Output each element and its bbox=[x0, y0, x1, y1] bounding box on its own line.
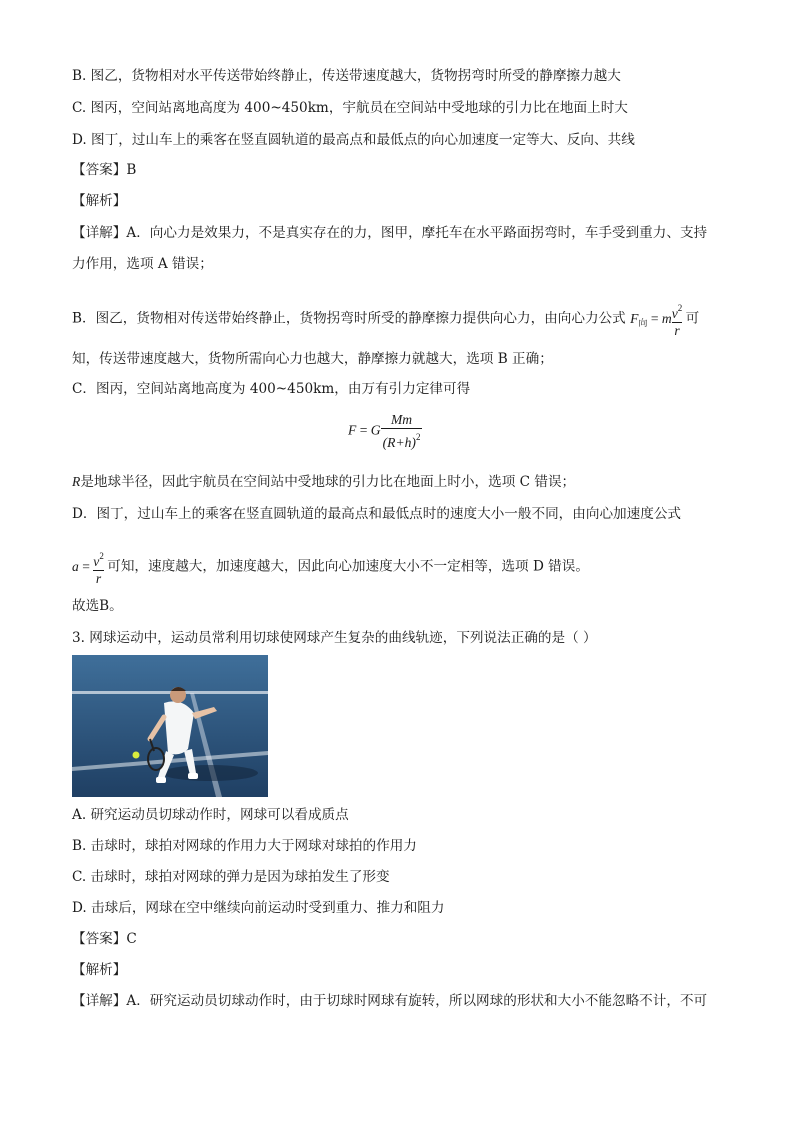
detail-b-text: B．图乙，货物相对传送带始终静止，货物拐弯时所受的静摩擦力提供向心力，由向心力公式 bbox=[72, 310, 626, 327]
option-d-text: D. 图丁，过山车上的乘客在竖直圆轨道的最高点和最低点的向心加速度一定等大、反向、共线 bbox=[72, 132, 635, 148]
detail-b-line1: B．图乙，货物相对传送带始终静止，货物拐弯时所受的静摩擦力提供向心力，由向心力公式 $F_向 = m$ $\frac{v^2}{r}$ 可 bbox=[72, 300, 699, 339]
detail-c-line1: C．图丙，空间站离地高度为 400~450km，由万有引力定律可得 bbox=[72, 381, 471, 397]
detail-d-line1: D．图丁，过山车上的乘客在竖直圆轨道的最高点和最低点时的速度大小一般不同，由向心加速度公式 bbox=[72, 506, 682, 522]
gravity-formula: F = G $\frac{Mm}{(R+h)^2}$ bbox=[348, 412, 421, 450]
detail-d-line2: a = $\frac{v^2}{r}$ 可知，速度越大，加速度越大，因此向心加速度大小不一定相等，选项 D 错误。 bbox=[72, 548, 589, 587]
answer-label: 【答案】B bbox=[72, 162, 137, 178]
tennis-player-photo bbox=[72, 655, 268, 797]
question-3-option-b: B. 击球时，球拍对网球的作用力大于网球对球拍的作用力 bbox=[72, 838, 417, 854]
accel-formula: a = $\frac{v^2}{r}$ bbox=[72, 559, 107, 574]
detail-b-line2: 知，传送带速度越大，货物所需向心力也越大，静摩擦力就越大，选项 B 正确； bbox=[72, 351, 553, 367]
gravity-fraction: $\frac{Mm}{(R+h)^2}$ bbox=[382, 412, 421, 450]
centripetal-fraction: $\frac{v^2}{r}$ bbox=[671, 303, 683, 338]
question-3-stem: 3. 网球运动中，运动员常利用切球使网球产生复杂的曲线轨迹，下列说法正确的是（ ） bbox=[72, 630, 597, 646]
accel-fraction: $\frac{v^2}{r}$ bbox=[93, 551, 104, 586]
detail-a-line2: 力作用，选项 A 错误； bbox=[72, 256, 213, 272]
answer-label-3: 【答案】C bbox=[72, 931, 137, 947]
detail-a-line1: 【详解】A．向心力是效果力，不是真实存在的力，图甲，摩托车在水平路面拐弯时，车手受到重力、支持 bbox=[72, 225, 708, 241]
question-3-option-d: D. 击球后，网球在空中继续向前运动时受到重力、推力和阻力 bbox=[72, 900, 445, 916]
analysis-label: 【解析】 bbox=[72, 193, 127, 209]
detail-3-a-line1: 【详解】A．研究运动员切球动作时，由于切球时网球有旋转，所以网球的形状和大小不能忽略不计，不可 bbox=[72, 993, 708, 1009]
option-b-text: B. 图乙，货物相对水平传送带始终静止，传送带速度越大，货物拐弯时所受的静摩擦力越大 bbox=[72, 68, 621, 84]
detail-c-line2: R是地球半径，因此宇航员在空间站中受地球的引力比在地面上时小，选项 C 错误； bbox=[72, 474, 576, 490]
analysis-label-3: 【解析】 bbox=[72, 962, 127, 978]
question-3-option-c: C. 击球时，球拍对网球的弹力是因为球拍发生了形变 bbox=[72, 869, 390, 885]
option-c-text: C. 图丙，空间站离地高度为 400~450km，宇航员在空间站中受地球的引力比在地面上时大 bbox=[72, 100, 628, 116]
centripetal-formula: $F_向 = m$ $\frac{v^2}{r}$ bbox=[630, 311, 686, 326]
conclusion-text: 故选B。 bbox=[72, 598, 123, 614]
question-3-option-a: A. 研究运动员切球动作时，网球可以看成质点 bbox=[72, 807, 349, 823]
